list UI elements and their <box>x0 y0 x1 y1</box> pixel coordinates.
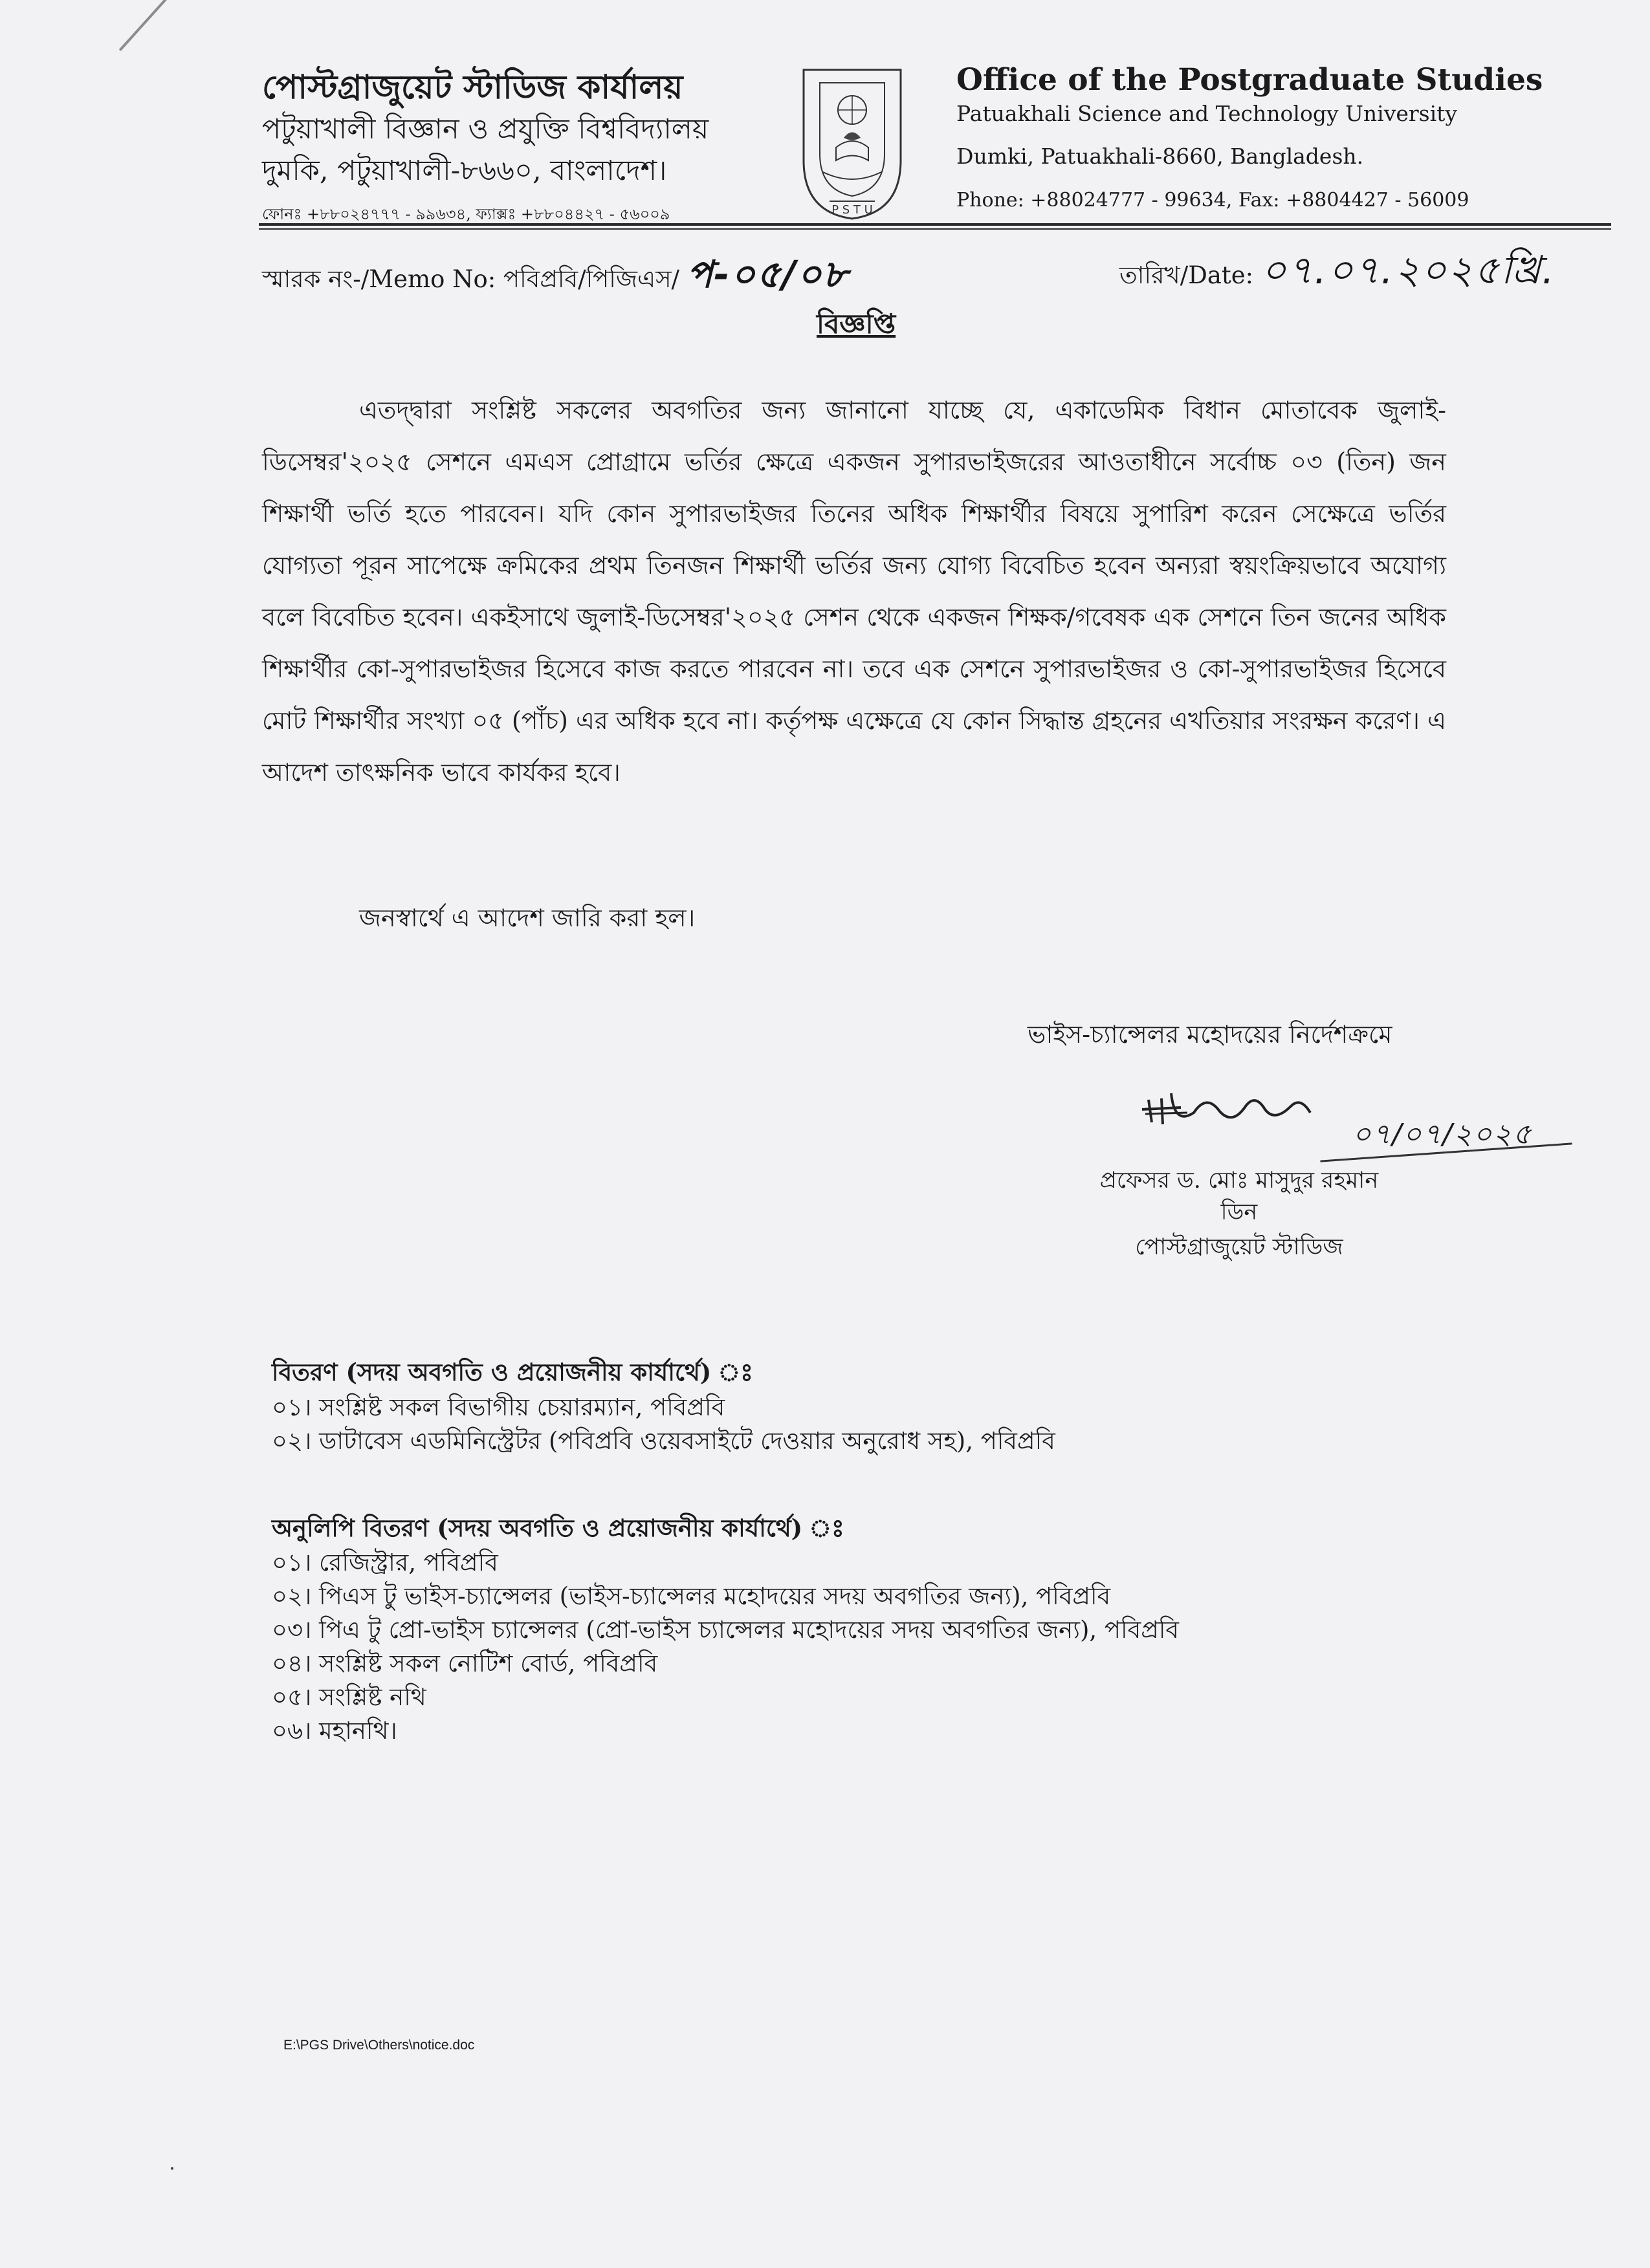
en-phone-fax: Phone: +88024777 - 99634, Fax: +8804427 - 56009 <box>956 189 1469 212</box>
signatory-name: প্রফেসর ড. মোঃ মাসুদুর রহমান <box>1099 1168 1379 1194</box>
memo-handwritten-number: প-০৫/০৮ <box>687 252 849 296</box>
memo-date <box>1119 241 1556 305</box>
notice-title: বিজ্ঞপ্তি <box>817 308 896 340</box>
file-path-footer: E:\PGS Drive\Others\notice.doc <box>283 2038 475 2053</box>
bn-university-name: পটুয়াখালী বিজ্ঞান ও প্রযুক্তি বিশ্ববিদ্যালয় <box>262 113 709 146</box>
list-item: ০২। পিএস টু ভাইস-চ্যান্সেলর (ভাইস-চ্যান্সেলর মহোদয়ের সদয় অবগতির জন্য), পবিপ্রবি <box>272 1582 1111 1610</box>
by-order-line: ভাইস-চ্যান্সেলর মহোদয়ের নির্দেশক্রমে <box>1028 1020 1392 1049</box>
memo-number <box>262 246 848 309</box>
list-item: ০৫। সংশ্লিষ্ট নথি <box>272 1683 426 1711</box>
list-item: ০১। সংশ্লিষ্ট সকল বিভাগীয় চেয়ারম্যান, পবিপ্রবি <box>272 1393 725 1421</box>
en-university-name: Patuakhali Science and Technology University <box>956 101 1458 126</box>
date-label: তারিখ/Date: <box>1119 261 1254 289</box>
university-seal-icon <box>784 63 920 224</box>
paper-scratch-mark <box>119 0 173 51</box>
signatory-designation: ডিন <box>1220 1199 1258 1225</box>
list-item: ০১। রেজিস্ট্রার, পবিপ্রবি <box>272 1549 498 1576</box>
svg-text:P S T U: P S T U <box>831 203 873 217</box>
copy-list <box>272 1546 1179 1748</box>
memo-label: স্মারক নং-/Memo No: পবিপ্রবি/পিজিএস/ <box>262 265 680 293</box>
signatory-office: পোস্টগ্রাজুয়েট স্টাডিজ <box>1135 1234 1343 1260</box>
list-item: ০৬। মহানথি। <box>272 1717 397 1745</box>
bn-office-title: পোস্টগ্রাজুয়েট স্টাডিজ কার্যালয় <box>262 68 683 107</box>
header-rule <box>259 223 1611 226</box>
distribution-heading: বিতরণ (সদয় অবগতি ও প্রয়োজনীয় কার্যার্থে) ঃ <box>272 1358 753 1386</box>
en-office-title: Office of the Postgraduate Studies <box>956 62 1543 98</box>
paper-speck <box>171 2167 173 2170</box>
en-address: Dumki, Patuakhali-8660, Bangladesh. <box>956 144 1364 169</box>
list-item: ০৪। সংশ্লিষ্ট সকল নোটিশ বোর্ড, পবিপ্রবি <box>272 1650 658 1677</box>
bn-phone-fax: ফোনঃ +৮৮০২৪৭৭৭ - ৯৯৬৩৪, ফ্যাক্সঃ +৮৮০৪৪২৭ - ৫৬০০৯ <box>262 205 670 223</box>
header-rule-thin <box>259 228 1611 230</box>
distribution-list <box>272 1391 1055 1458</box>
copy-heading: অনুলিপি বিতরণ (সদয় অবগতি ও প্রয়োজনীয় কার্যার্থে) ঃ <box>272 1514 844 1542</box>
bn-address: দুমকি, পটুয়াখালী-৮৬৬০, বাংলাদেশ। <box>262 155 667 187</box>
notice-closing: জনস্বার্থে এ আদেশ জারি করা হল। <box>359 904 696 932</box>
list-item: ০২। ডাটাবেস এডমিনিস্ট্রেটর (পবিপ্রবি ওয়েবসাইটে দেওয়ার অনুরোধ সহ), পবিপ্রবি <box>272 1427 1055 1455</box>
notice-body: এতদ্দ্বারা সংশ্লিষ্ট সকলের অবগতির জন্য জানানো যাচ্ছে যে, একাডেমিক বিধান মোতাবেক জুলাই-ডিসেম্বর'২০২৫ সেশনে এমএস প্রোগ্রামে ভর্তির ক্ষেত্রে একজন সুপারভাইজরের আওতাধীনে সর্বোচ্চ ০৩ (তিন) জন শিক্ষার্থী ভর্তি হতে পারবেন। যদি কোন সুপারভাইজর তিনের অধিক শিক্ষার্থীর বিষয়ে সুপারিশ করেন সেক্ষেত্রে ভর্তির যোগ্যতা পূরন সাপেক্ষে ক্রমিকের প্রথম তিনজন শিক্ষার্থী ভর্তির জন্য যোগ্য বিবেচিত হবেন অন্যরা স্বয়ংক্রিয়ভাবে অযোগ্য বলে বিবেচিত হবেন। একইসাথে জুলাই-ডিসেম্বর'২০২৫ সেশন থেকে একজন শিক্ষক/গবেষক এক সেশনে তিন জনের অধিক শিক্ষার্থীর কো-সুপারভাইজর হিসেবে কাজ করতে পারবেন না। তবে এক সেশনে সুপারভাইজর ও কো-সুপারভাইজর হিসেবে মোট শিক্ষার্থীর সংখ্যা ০৫ (পাঁচ) এর অধিক হবে না। কর্তৃপক্ষ এক্ষেত্রে যে কোন সিদ্ধান্ত গ্রহনের এখতিয়ার সংরক্ষন করেণ। এ আদেশ তাৎক্ষনিক ভাবে কার্যকর হবে। <box>262 396 1446 787</box>
list-item: ০৩। পিএ টু প্রো-ভাইস চ্যান্সেলর (প্রো-ভাইস চ্যান্সেলর মহোদয়ের সদয় অবগতির জন্য), পবিপ্রবি <box>272 1616 1180 1644</box>
signature-date: ০৭/০৭/২০২৫ <box>1352 1118 1533 1151</box>
date-handwritten: ০৭.০৭.২০২৫খ্রি. <box>1260 248 1556 293</box>
